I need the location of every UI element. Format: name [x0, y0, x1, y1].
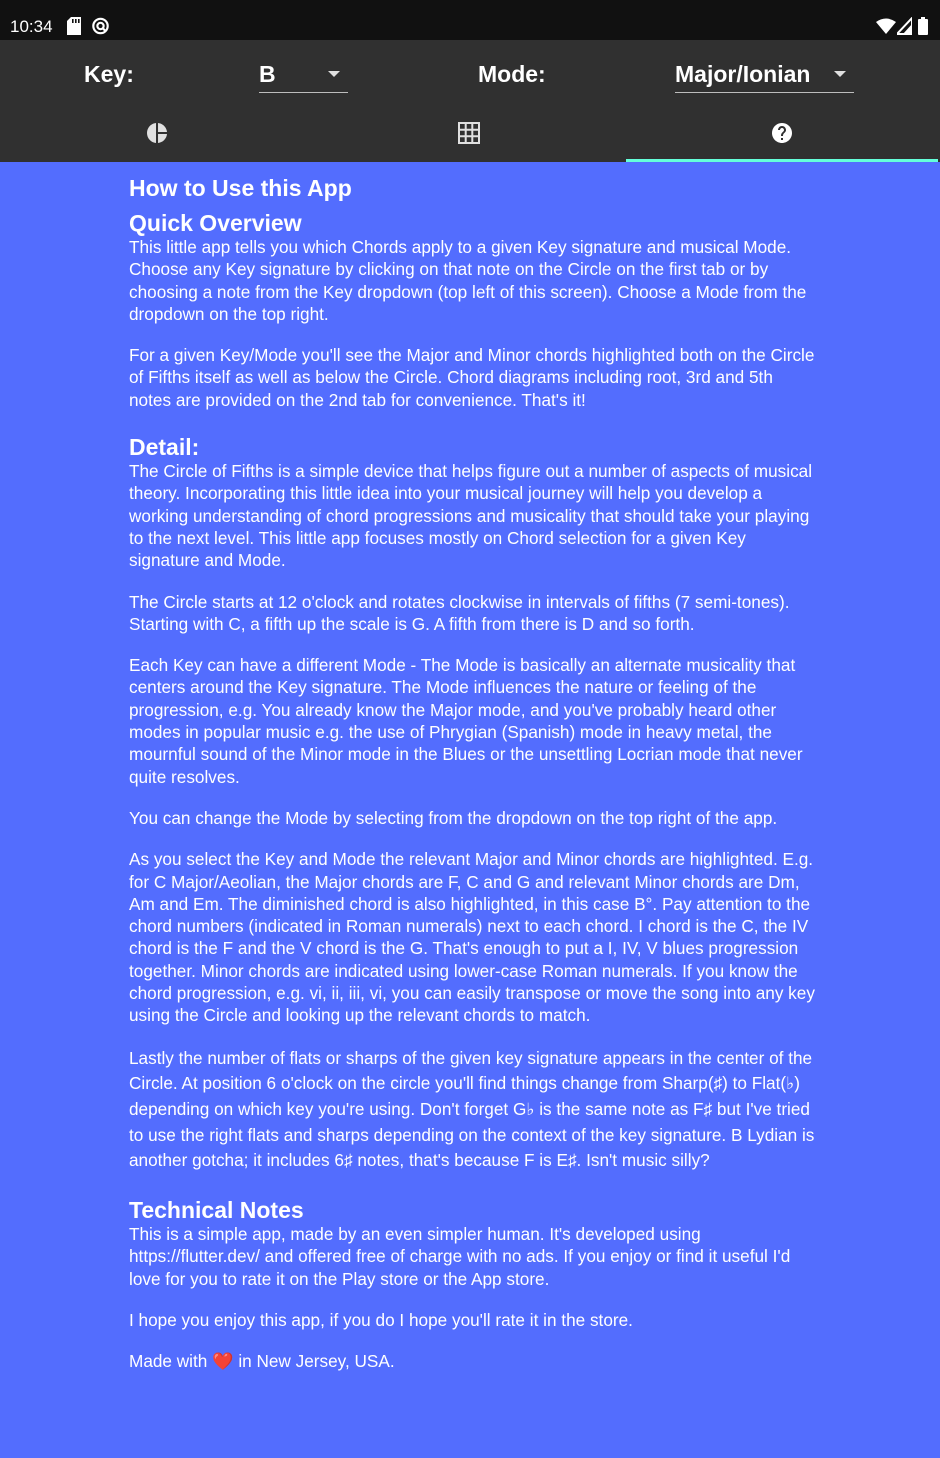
- key-dropdown-value: B: [259, 61, 276, 87]
- tab-chords[interactable]: [313, 110, 626, 160]
- paragraph: The Circle starts at 12 o'clock and rotates clockwise in intervals of fifths (7 semi-tones). Starting with C, a fifth up the scale is G. A fifth from there is D and so forth.: [129, 591, 790, 634]
- made-with-prefix: Made with: [129, 1351, 208, 1372]
- key-dropdown[interactable]: [259, 56, 348, 93]
- sd-card-icon: [67, 17, 81, 35]
- tab-circle[interactable]: [0, 110, 313, 160]
- paragraph: This is a simple app, made by an even simpler human. It's developed using https://flutter.dev/ and offered free of charge with no ads. If you enjoy or find it useful I'd love for you to rate it on the Play store or the App store.: [129, 1224, 791, 1289]
- paragraph: The Circle of Fifths is a simple device that helps figure out a number of aspects of musical theory. Incorporating this little idea into your musical journey will help you develop a working understanding of chord progressions and musicality that should take your playing to the next level. This little app focuses mostly on Chord selection for a given Key signature and Mode.: [129, 461, 813, 571]
- status-time: 10:34: [10, 17, 53, 36]
- mode-label: Mode:: [478, 61, 546, 87]
- pie-chart-icon: [145, 121, 169, 145]
- help-icon: [770, 121, 794, 145]
- section-heading-detail: Detail:: [129, 434, 200, 461]
- section-heading-technical-notes: Technical Notes: [129, 1197, 304, 1224]
- paragraph: Lastly the number of flats or sharps of the given key signature appears in the center of the Circle. At position 6 o'clock on the circle you'll find things change from Sharp(♯) to Flat(♭) depending on which key you're using. Don't forget G♭ is the same note as F♯ but I've tried to use the right flats and sharps depending on the context of the key signature. B Lydian is another gotcha; it includes 6♯ notes, that's because F is E♯. Isn't music silly?: [129, 1047, 815, 1171]
- page-title: How to Use this App: [129, 175, 352, 201]
- sync-icon: [91, 17, 110, 35]
- grid-icon: [457, 121, 481, 145]
- paragraph: As you select the Key and Mode the relevant Major and Minor chords are highlighted. E.g. for C Major/Aeolian, the Major chords are F, C and G and relevant Minor chords are Dm, Am and Em. The diminished chord is also highlighted, in this case B°. Pay attention to the chord numbers (indicated in Roman numerals) next to each chord. I chord is the C, the IV chord is the F and the V chord is the G. That's enough to put a I, IV, V blues progression together. Minor chords are indicated using lower-case Roman numerals. If you know the chord progression, e.g. vi, ii, iii, vi, you can easily transpose or move the song into any key using the Circle and looking up the relevant chords to match.: [129, 849, 815, 1026]
- made-with-suffix: in New Jersey, USA.: [238, 1351, 395, 1372]
- key-label: Key:: [84, 61, 134, 87]
- mode-dropdown[interactable]: [675, 56, 854, 93]
- wifi-icon: [876, 17, 896, 35]
- heart-icon: ❤️: [212, 1351, 234, 1372]
- mode-dropdown-value: Major/Ionian: [675, 61, 811, 87]
- paragraph: You can change the Mode by selecting from the dropdown on the top right of the app.: [129, 807, 778, 828]
- help-content: [129, 174, 819, 1458]
- tab-indicator: [626, 159, 938, 162]
- paragraph: I hope you enjoy this app, if you do I hope you'll rate it in the store.: [129, 1310, 633, 1331]
- paragraph: This little app tells you which Chords apply to a given Key signature and musical Mode. Choose any Key signature by clicking on that note on the Circle on the first tab or by choosing a note from the Key dropdown (top left of this screen). Choose a Mode from the dropdown on the top right.: [129, 237, 807, 324]
- battery-icon: [918, 17, 928, 35]
- tab-help[interactable]: [626, 110, 938, 160]
- made-with-line: [129, 1350, 819, 1372]
- section-heading-quick-overview: Quick Overview: [129, 210, 302, 236]
- chevron-down-icon: [328, 71, 340, 77]
- status-bar: [0, 0, 940, 40]
- paragraph: Each Key can have a different Mode - The Mode is basically an alternate musicality that centers around the Key signature. The Mode influences the nature or feeling of the progression, e.g. You already know the Major mode, and you've probably heard other modes in popular music e.g. the use of Phrygian (Spanish) mode in heavy metal, the mournful sound of the Minor mode in the Blues or the unsettling Locrian mode that never quite resolves.: [129, 655, 803, 787]
- cell-signal-icon: [897, 17, 912, 35]
- paragraph: For a given Key/Mode you'll see the Major and Minor chords highlighted both on the Circle of Fifths itself as well as below the Circle. Chord diagrams including root, 3rd and 5th notes are provided on the 2nd tab for convenience. That's it!: [129, 345, 815, 410]
- chevron-down-icon: [834, 71, 846, 77]
